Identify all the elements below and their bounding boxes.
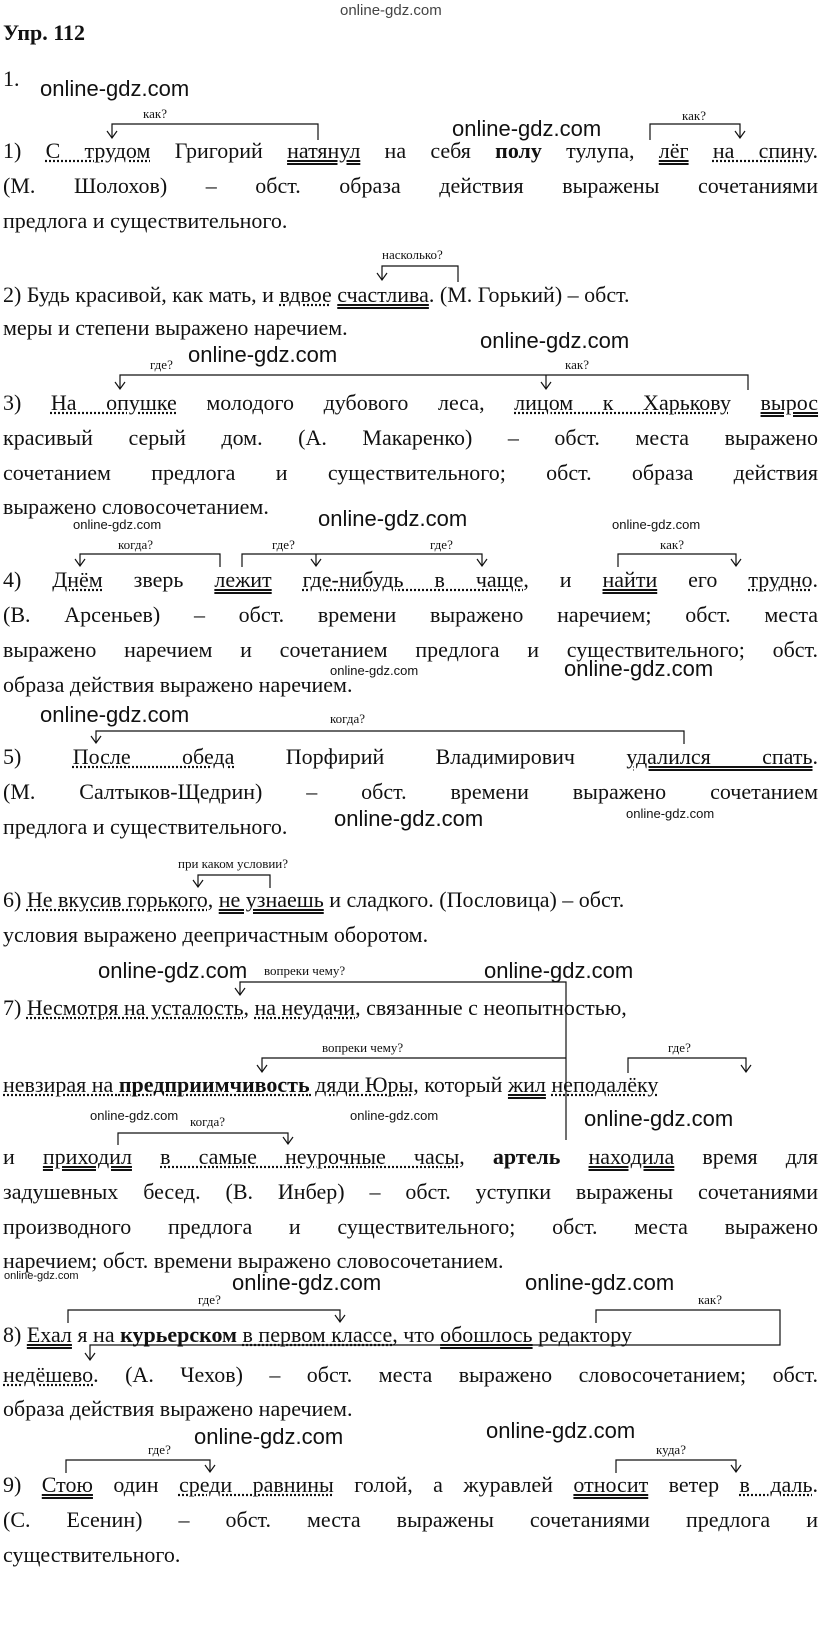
sentence-5-line-1: 5) После обеда Порфирий Владимирович удалился спать. <box>3 744 818 769</box>
sentence-5-line-2: (М. Салтыков-Щедрин) – обст. времени выражено сочетанием <box>3 779 818 804</box>
watermark: online-gdz.com <box>584 1106 734 1131</box>
question-label: насколько? <box>382 247 443 262</box>
watermark: online-gdz.com <box>194 1424 344 1449</box>
arrow-8b-head <box>85 1353 95 1360</box>
watermark: online-gdz.com <box>73 517 162 532</box>
sentence-6-line-2: условия выражено деепричастным оборотом. <box>3 922 429 947</box>
question-label: когда? <box>330 711 365 726</box>
sentence-2-line-2: меры и степени выражено наречием. <box>3 315 348 340</box>
question-label: где? <box>148 1442 171 1457</box>
watermark: online-gdz.com <box>564 656 714 681</box>
watermark: online-gdz.com <box>452 116 602 141</box>
question-label: как? <box>682 108 706 123</box>
watermark: online-gdz.com <box>350 1108 439 1123</box>
watermark: online-gdz.com <box>612 517 701 532</box>
sentence-7-line-4: задушевных бесед. (В. Инбер) – обст. уступки выражены сочетаниями <box>3 1179 818 1204</box>
sentence-6-line-1: 6) Не вкусив горького, не узнаешь и сладкого. (Пословица) – обст. <box>3 887 625 912</box>
question-label: как? <box>698 1292 722 1307</box>
question-label: как? <box>143 106 167 121</box>
sentence-7-line-3: и приходил в самые неурочные часы, артель находила время для <box>3 1144 819 1169</box>
watermark-top: online-gdz.com <box>340 2 442 19</box>
question-label: вопреки чему? <box>322 1040 404 1055</box>
question-label: как? <box>565 357 589 372</box>
sentence-1-line-2: (М. Шолохов) – обст. образа действия выражены сочетаниями <box>3 173 818 198</box>
sentence-3-line-1: 3) На опушке молодого дубового леса, лицом к Харькову вырос <box>3 390 819 415</box>
arrow-2-head <box>377 273 387 280</box>
question-label: где? <box>668 1040 691 1055</box>
sentence-8-line-2: недёшево. (А. Чехов) – обст. места выражено словосочетанием; обст. <box>3 1362 818 1387</box>
sentence-9-line-3: существительного. <box>3 1542 181 1567</box>
watermark: online-gdz.com <box>40 76 190 101</box>
watermark: online-gdz.com <box>626 806 715 821</box>
watermark: online-gdz.com <box>486 1418 636 1443</box>
question-label: где? <box>150 357 173 372</box>
sentence-1-line-3: предлога и существительного. <box>3 208 288 233</box>
question-label: при каком условии? <box>178 856 289 871</box>
question-label: куда? <box>656 1442 686 1457</box>
sentence-9-line-2: (С. Есенин) – обст. места выражены сочетаниями предлога и <box>3 1507 818 1532</box>
question-label: где? <box>430 537 453 552</box>
watermark: online-gdz.com <box>98 958 248 983</box>
sentence-3-line-2: красивый серый дом. (А. Макаренко) – обст. места выражено <box>3 425 818 450</box>
sentence-4-line-2: (В. Арсеньев) – обст. времени выражено наречием; обст. места <box>3 602 818 627</box>
question-label: где? <box>272 537 295 552</box>
watermark: online-gdz.com <box>318 506 468 531</box>
sentence-9-line-1: 9) Стою один среди равнины голой, а журавлей относит ветер в даль. <box>3 1472 819 1497</box>
question-label: вопреки чему? <box>264 963 346 978</box>
sentence-4-line-4: образа действия выражено наречием. <box>3 672 353 697</box>
exercise-title: Упр. 112 <box>3 20 86 45</box>
sentence-8-line-3: образа действия выражено наречием. <box>3 1396 353 1421</box>
sentence-3-line-3: сочетанием предлога и существительного; обст. образа действия <box>3 460 818 485</box>
question-label: когда? <box>118 537 153 552</box>
watermark: online-gdz.com <box>4 1270 79 1282</box>
part-number: 1. <box>3 66 20 91</box>
sentence-7-line-2: невзирая на предприимчивость дяди Юры, который жил неподалёку <box>3 1072 659 1097</box>
watermark: online-gdz.com <box>334 806 484 831</box>
question-label: как? <box>660 537 684 552</box>
sentence-2-line-1: 2) Будь красивой, как мать, и вдвое счастлива. (М. Горький) – обст. <box>3 282 630 307</box>
sentence-7-line-5: производного предлога и существительного; обст. места выражено <box>3 1214 818 1239</box>
sentence-4-line-1: 4) Днём зверь лежит где-нибудь в чаще, и найти его трудно. <box>3 567 819 592</box>
question-label: когда? <box>190 1114 225 1129</box>
sentence-4-line-3: выражено наречием и сочетанием предлога и существительного; обст. <box>3 637 818 662</box>
watermark: online-gdz.com <box>40 702 190 727</box>
watermark: online-gdz.com <box>90 1108 179 1123</box>
watermark: online-gdz.com <box>232 1270 382 1295</box>
sentence-7-line-1: 7) Несмотря на усталость, на неудачи, связанные с неопытностью, <box>3 995 627 1020</box>
question-label: где? <box>198 1292 221 1307</box>
sentence-8-line-1: 8) Ехал я на курьерском в первом классе, что обошлось редактору <box>3 1322 632 1347</box>
sentence-5-line-3: предлога и существительного. <box>3 814 288 839</box>
watermark: online-gdz.com <box>330 663 419 678</box>
watermark: online-gdz.com <box>480 328 630 353</box>
sentence-7-line-6: наречием; обст. времени выражено словосочетанием. <box>3 1248 504 1273</box>
sentence-3-line-4: выражено словосочетанием. <box>3 494 269 519</box>
watermark: online-gdz.com <box>484 958 634 983</box>
watermark: online-gdz.com <box>525 1270 675 1295</box>
sentence-1-line-1: 1) С трудом Григорий натянул на себя полу тулупа, лёг на спину. <box>3 138 819 163</box>
watermark: online-gdz.com <box>188 342 338 367</box>
